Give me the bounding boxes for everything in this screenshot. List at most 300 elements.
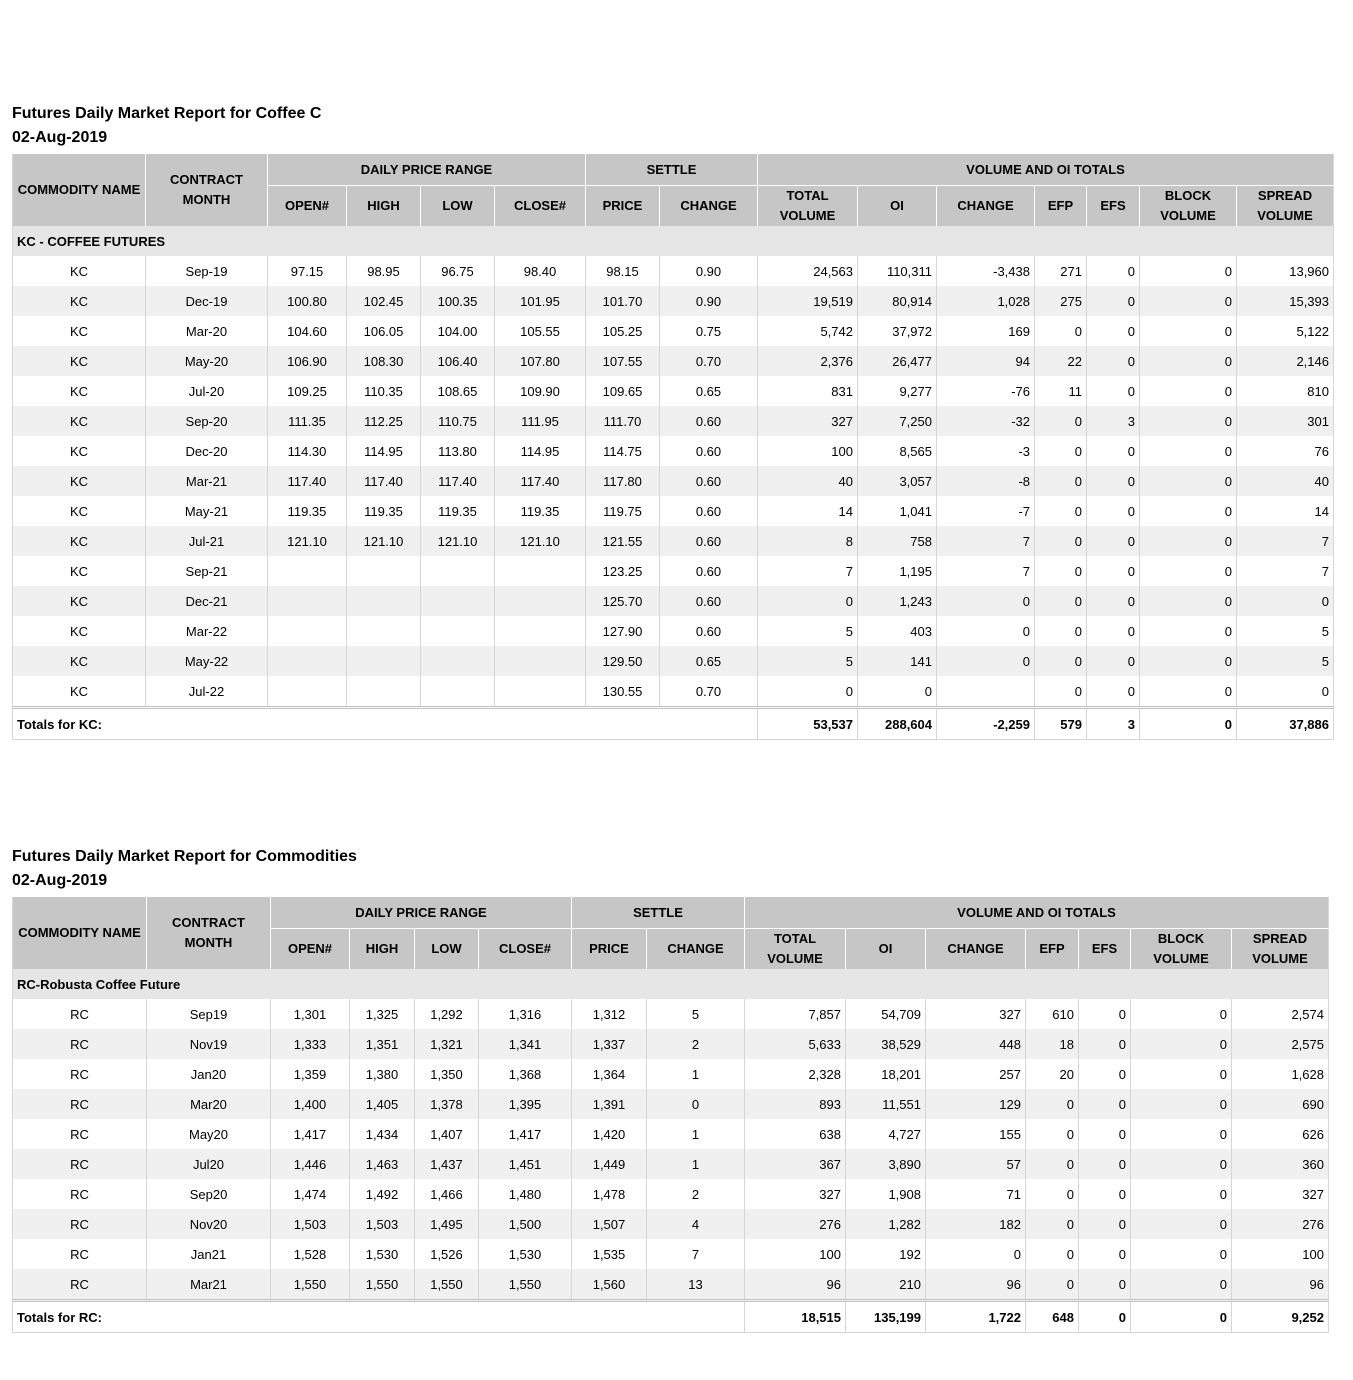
table-cell: 0 [1087,376,1140,406]
table-cell: 2 [647,1029,745,1059]
table-cell: 8 [758,526,858,556]
totals-cell: 0 [1140,708,1237,740]
table-cell: 169 [937,316,1035,346]
table-cell [347,646,421,676]
table-cell: 0.60 [660,496,758,526]
totals-cell: -2,259 [937,708,1035,740]
table-cell: 0 [937,646,1035,676]
table-cell: 0 [1026,1239,1079,1269]
table-cell: 327 [758,406,858,436]
totals-cell: 37,886 [1237,708,1334,740]
table-cell: 0 [937,616,1035,646]
header-total-volume: TOTAL VOLUME [745,929,846,970]
table-cell: 0 [1140,286,1237,316]
table-cell: 0 [1131,1059,1232,1089]
table-cell: RC [13,1209,147,1239]
table-cell: 97.15 [268,256,347,286]
table-cell: Mar-21 [146,466,268,496]
table-cell: 0 [937,586,1035,616]
report-date: 02-Aug-2019 [12,872,108,889]
table-cell: 1,503 [271,1209,350,1239]
table-cell: 0 [1131,1029,1232,1059]
table-cell: 1,503 [350,1209,415,1239]
table-row [13,999,1329,1029]
table-cell: KC [13,436,146,466]
table-cell: Sep-19 [146,256,268,286]
table-cell: 3 [1087,406,1140,436]
table-cell: 80,914 [858,286,937,316]
table-cell: 0 [1131,1119,1232,1149]
table-cell: Nov19 [147,1029,271,1059]
table-cell: 1,478 [572,1179,647,1209]
table-cell: 831 [758,376,858,406]
table-cell: 13,960 [1237,256,1334,286]
header-settle: SETTLE [572,897,745,929]
table-cell: 0 [1140,616,1237,646]
table-cell: -76 [937,376,1035,406]
table-cell: 20 [1026,1059,1079,1089]
table-cell: 1,292 [415,999,479,1029]
table-cell: 367 [745,1149,846,1179]
table-cell: 0 [1140,316,1237,346]
table-cell: 121.10 [268,526,347,556]
table-cell: 0 [1140,346,1237,376]
table-cell: 0 [1035,406,1087,436]
section-label: RC-Robusta Coffee Future [13,969,1329,999]
table-cell: 1,195 [858,556,937,586]
table-cell: 96 [745,1269,846,1301]
table-cell: 0 [1035,526,1087,556]
table-cell: 0 [1026,1179,1079,1209]
table-cell: 0 [1026,1269,1079,1301]
header-daily-price-range: DAILY PRICE RANGE [271,897,572,929]
table-cell: 1,391 [572,1089,647,1119]
table-cell: 1,535 [572,1239,647,1269]
totals-cell: 3 [1087,708,1140,740]
table-cell: 119.35 [347,496,421,526]
table-cell: 14 [758,496,858,526]
table-cell: May-20 [146,346,268,376]
table-cell: 0 [1035,466,1087,496]
table-row [13,616,1334,646]
table-cell: KC [13,556,146,586]
table-cell: RC [13,1179,147,1209]
table-cell: 112.25 [347,406,421,436]
header-volume-oi-totals: VOLUME AND OI TOTALS [745,897,1329,929]
table-cell: 403 [858,616,937,646]
table-cell: 1,400 [271,1089,350,1119]
table-row [13,376,1334,406]
table-cell: 0 [1026,1209,1079,1239]
table-cell: 130.55 [586,676,660,708]
table-cell: 38,529 [846,1029,926,1059]
table-cell: 109.25 [268,376,347,406]
table-cell: 71 [926,1179,1026,1209]
table-cell: 117.80 [586,466,660,496]
table-cell: -32 [937,406,1035,436]
table-cell: 1,492 [350,1179,415,1209]
table-cell: 18,201 [846,1059,926,1089]
table-cell: Dec-19 [146,286,268,316]
header-open: OPEN# [271,929,350,970]
table-cell: 758 [858,526,937,556]
table-cell: 0 [1131,1209,1232,1239]
table-cell: 0 [1035,676,1087,708]
table-cell: 1,526 [415,1239,479,1269]
table-cell: KC [13,586,146,616]
table-cell: 0 [1087,526,1140,556]
table-cell: 0 [1079,1239,1131,1269]
totals-cell: 18,515 [745,1301,846,1333]
table-cell: 1,451 [479,1149,572,1179]
table-row [13,586,1334,616]
table-cell: 117.40 [347,466,421,496]
table-cell: 0 [1079,1059,1131,1089]
table-cell: 0 [1079,1119,1131,1149]
table-cell [268,556,347,586]
table-cell: RC [13,1029,147,1059]
table-cell: 100.35 [421,286,495,316]
table-cell: 107.55 [586,346,660,376]
table-cell: 210 [846,1269,926,1301]
totals-cell: 648 [1026,1301,1079,1333]
table-cell: 0 [926,1239,1026,1269]
table-cell [495,586,586,616]
table-cell: 0 [1087,466,1140,496]
table-cell: 106.40 [421,346,495,376]
table-cell: Jul-22 [146,676,268,708]
table-cell: 893 [745,1089,846,1119]
table-cell: -7 [937,496,1035,526]
table-cell: 117.40 [268,466,347,496]
section-label: KC - COFFEE FUTURES [13,226,1334,256]
table-cell: 98.40 [495,256,586,286]
table-cell: Dec-21 [146,586,268,616]
table-row [13,1209,1329,1239]
header-close: CLOSE# [495,186,586,227]
table-cell: 121.10 [421,526,495,556]
table-cell: 0 [1087,256,1140,286]
table-cell: Jul20 [147,1149,271,1179]
table-cell: 1,550 [415,1269,479,1301]
table-cell: 0 [1087,556,1140,586]
table-cell: 4 [647,1209,745,1239]
table-cell: 0 [1237,676,1334,708]
table-cell [421,556,495,586]
table-cell: 1 [647,1059,745,1089]
table-cell: 111.35 [268,406,347,436]
header-low: LOW [415,929,479,970]
table-cell: 0 [1140,556,1237,586]
header-efs: EFS [1087,186,1140,227]
table-cell: 7 [937,526,1035,556]
table-cell: 117.40 [421,466,495,496]
totals-cell: 53,537 [758,708,858,740]
table-cell: 7 [937,556,1035,586]
table-cell: 0.60 [660,556,758,586]
table-cell: 129.50 [586,646,660,676]
table-cell: 0 [1140,646,1237,676]
table-row [13,526,1334,556]
table-cell: 1,449 [572,1149,647,1179]
table-cell: Sep19 [147,999,271,1029]
table-cell: 109.90 [495,376,586,406]
table-cell: 100 [745,1239,846,1269]
table-cell [347,586,421,616]
header-contract-month: CONTRACT MONTH [147,897,271,969]
table-cell: 1,325 [350,999,415,1029]
table-cell: 276 [745,1209,846,1239]
table-cell: 1,550 [350,1269,415,1301]
table-cell: 102.45 [347,286,421,316]
table-cell: 13 [647,1269,745,1301]
table-cell: 2,328 [745,1059,846,1089]
table-cell: 1,041 [858,496,937,526]
table-cell: 119.35 [495,496,586,526]
table-cell: 1,528 [271,1239,350,1269]
table-cell: 110,311 [858,256,937,286]
table-cell: 155 [926,1119,1026,1149]
table-cell: 1,500 [479,1209,572,1239]
table-cell: 104.60 [268,316,347,346]
totals-cell: 9,252 [1232,1301,1329,1333]
table-cell: 119.35 [268,496,347,526]
table-cell: 7 [1237,556,1334,586]
table-cell: May-21 [146,496,268,526]
table-row [13,466,1334,496]
table-cell: 0 [1079,1149,1131,1179]
table-cell: Mar21 [147,1269,271,1301]
table-cell: 192 [846,1239,926,1269]
table-cell: 0 [858,676,937,708]
header-close: CLOSE# [479,929,572,970]
table-cell: 1,350 [415,1059,479,1089]
table-cell: 98.95 [347,256,421,286]
market-table [12,897,1329,1333]
table-cell: 0.60 [660,616,758,646]
table-cell: 5 [1237,616,1334,646]
table-cell: RC [13,1239,147,1269]
table-cell: 360 [1232,1149,1329,1179]
header-change: CHANGE [660,186,758,227]
table-cell: Nov20 [147,1209,271,1239]
table-cell: KC [13,346,146,376]
table-cell: 0 [1035,316,1087,346]
table-cell: 110.75 [421,406,495,436]
table-cell: 108.30 [347,346,421,376]
table-cell: 0.60 [660,406,758,436]
totals-row [13,1301,1329,1333]
table-cell: 2,574 [1232,999,1329,1029]
table-cell: 0 [1087,586,1140,616]
robusta-report [12,845,1329,1333]
table-cell: 4,727 [846,1119,926,1149]
table-cell: 54,709 [846,999,926,1029]
table-cell: 0.60 [660,526,758,556]
totals-cell: 579 [1035,708,1087,740]
table-cell: 1,395 [479,1089,572,1119]
table-cell: 1,530 [350,1239,415,1269]
table-cell: 638 [745,1119,846,1149]
table-cell: 0 [758,676,858,708]
table-cell: 107.80 [495,346,586,376]
table-cell: 1,312 [572,999,647,1029]
table-cell: 0 [647,1089,745,1119]
table-cell: 0 [1079,1179,1131,1209]
table-cell: 2 [647,1179,745,1209]
table-cell: 275 [1035,286,1087,316]
table-cell: 810 [1237,376,1334,406]
table-cell: 327 [745,1179,846,1209]
table-cell: 626 [1232,1119,1329,1149]
table-cell: 119.35 [421,496,495,526]
table-cell: RC [13,1059,147,1089]
table-cell: 1,560 [572,1269,647,1301]
table-cell: 110.35 [347,376,421,406]
table-cell: 24,563 [758,256,858,286]
table-cell: 8,565 [858,436,937,466]
table-cell: 0 [1087,316,1140,346]
table-cell: 0 [758,586,858,616]
table-cell: 1,474 [271,1179,350,1209]
table-cell: 0 [1079,1029,1131,1059]
table-cell: 125.70 [586,586,660,616]
table-row [13,1059,1329,1089]
table-cell: 1,301 [271,999,350,1029]
table-cell: 0.65 [660,646,758,676]
table-cell: 22 [1035,346,1087,376]
table-cell: 1,495 [415,1209,479,1239]
table-cell: 111.70 [586,406,660,436]
table-cell: 119.75 [586,496,660,526]
table-cell: 11 [1035,376,1087,406]
table-cell: 0 [1087,436,1140,466]
table-cell: 106.05 [347,316,421,346]
table-cell: 18 [1026,1029,1079,1059]
table-cell: 0 [1079,1209,1131,1239]
table-cell: 141 [858,646,937,676]
table-cell: 0.60 [660,586,758,616]
table-cell [495,646,586,676]
table-cell: 1,380 [350,1059,415,1089]
table-cell: 0 [1140,376,1237,406]
table-cell: KC [13,406,146,436]
table-cell: KC [13,646,146,676]
table-cell: 96 [926,1269,1026,1301]
table-cell: Sep-21 [146,556,268,586]
table-cell: 1,550 [479,1269,572,1301]
table-cell: 123.25 [586,556,660,586]
table-cell: 76 [1237,436,1334,466]
table-cell: 1,282 [846,1209,926,1239]
table-cell: 0 [1140,406,1237,436]
table-cell [268,646,347,676]
table-cell: 0 [1087,496,1140,526]
table-cell [347,676,421,708]
header-commodity-name: COMMODITY NAME [13,897,147,969]
table-cell: 0 [1079,1269,1131,1301]
table-cell: 0 [1140,496,1237,526]
table-cell: 0 [1140,436,1237,466]
header-settle: SETTLE [586,154,758,186]
table-cell: 40 [758,466,858,496]
table-cell: 98.15 [586,256,660,286]
table-cell: May20 [147,1119,271,1149]
table-cell: 114.95 [495,436,586,466]
table-cell: 0 [1035,436,1087,466]
table-cell: 0 [1140,466,1237,496]
table-cell: Jul-21 [146,526,268,556]
table-cell: KC [13,286,146,316]
table-cell [495,676,586,708]
table-cell: 327 [1232,1179,1329,1209]
table-cell: 0 [1140,256,1237,286]
table-cell: 5,122 [1237,316,1334,346]
table-row [13,496,1334,526]
table-cell: 121.10 [495,526,586,556]
table-cell: May-22 [146,646,268,676]
table-cell [268,676,347,708]
table-cell: 2,575 [1232,1029,1329,1059]
table-cell: 0 [1079,1089,1131,1119]
table-cell: 7,250 [858,406,937,436]
table-row [13,406,1334,436]
table-cell: Jan20 [147,1059,271,1089]
table-cell: 0.60 [660,466,758,496]
header-oi: OI [846,929,926,970]
report-date: 02-Aug-2019 [12,129,108,146]
table-cell [268,586,347,616]
table-cell: 610 [1026,999,1079,1029]
table-cell: 19,519 [758,286,858,316]
header-efp: EFP [1035,186,1087,227]
header-spread-volume: SPREAD VOLUME [1237,186,1334,227]
header-contract-month: CONTRACT MONTH [146,154,268,226]
table-cell: 117.40 [495,466,586,496]
table-cell: 0 [1035,586,1087,616]
market-table [12,154,1334,740]
table-cell: 257 [926,1059,1026,1089]
table-cell: -3 [937,436,1035,466]
table-cell: Jul-20 [146,376,268,406]
table-cell: 104.00 [421,316,495,346]
table-cell: 111.95 [495,406,586,436]
table-cell: RC [13,1119,147,1149]
totals-cell: 288,604 [858,708,937,740]
table-cell: 271 [1035,256,1087,286]
table-cell: KC [13,676,146,708]
table-cell: 1,908 [846,1179,926,1209]
header-block-volume: BLOCK VOLUME [1131,929,1232,970]
table-cell: 1,434 [350,1119,415,1149]
table-cell [347,616,421,646]
table-cell: 1,550 [271,1269,350,1301]
table-cell: 40 [1237,466,1334,496]
header-high: HIGH [347,186,421,227]
table-row [13,1269,1329,1301]
table-cell: 121.55 [586,526,660,556]
header-oi: OI [858,186,937,227]
table-cell: 7 [1237,526,1334,556]
table-cell: 127.90 [586,616,660,646]
table-cell: 94 [937,346,1035,376]
table-cell: 1,359 [271,1059,350,1089]
table-cell: 276 [1232,1209,1329,1239]
header-change: CHANGE [647,929,745,970]
table-cell: 121.10 [347,526,421,556]
table-cell: KC [13,256,146,286]
table-cell: 129 [926,1089,1026,1119]
